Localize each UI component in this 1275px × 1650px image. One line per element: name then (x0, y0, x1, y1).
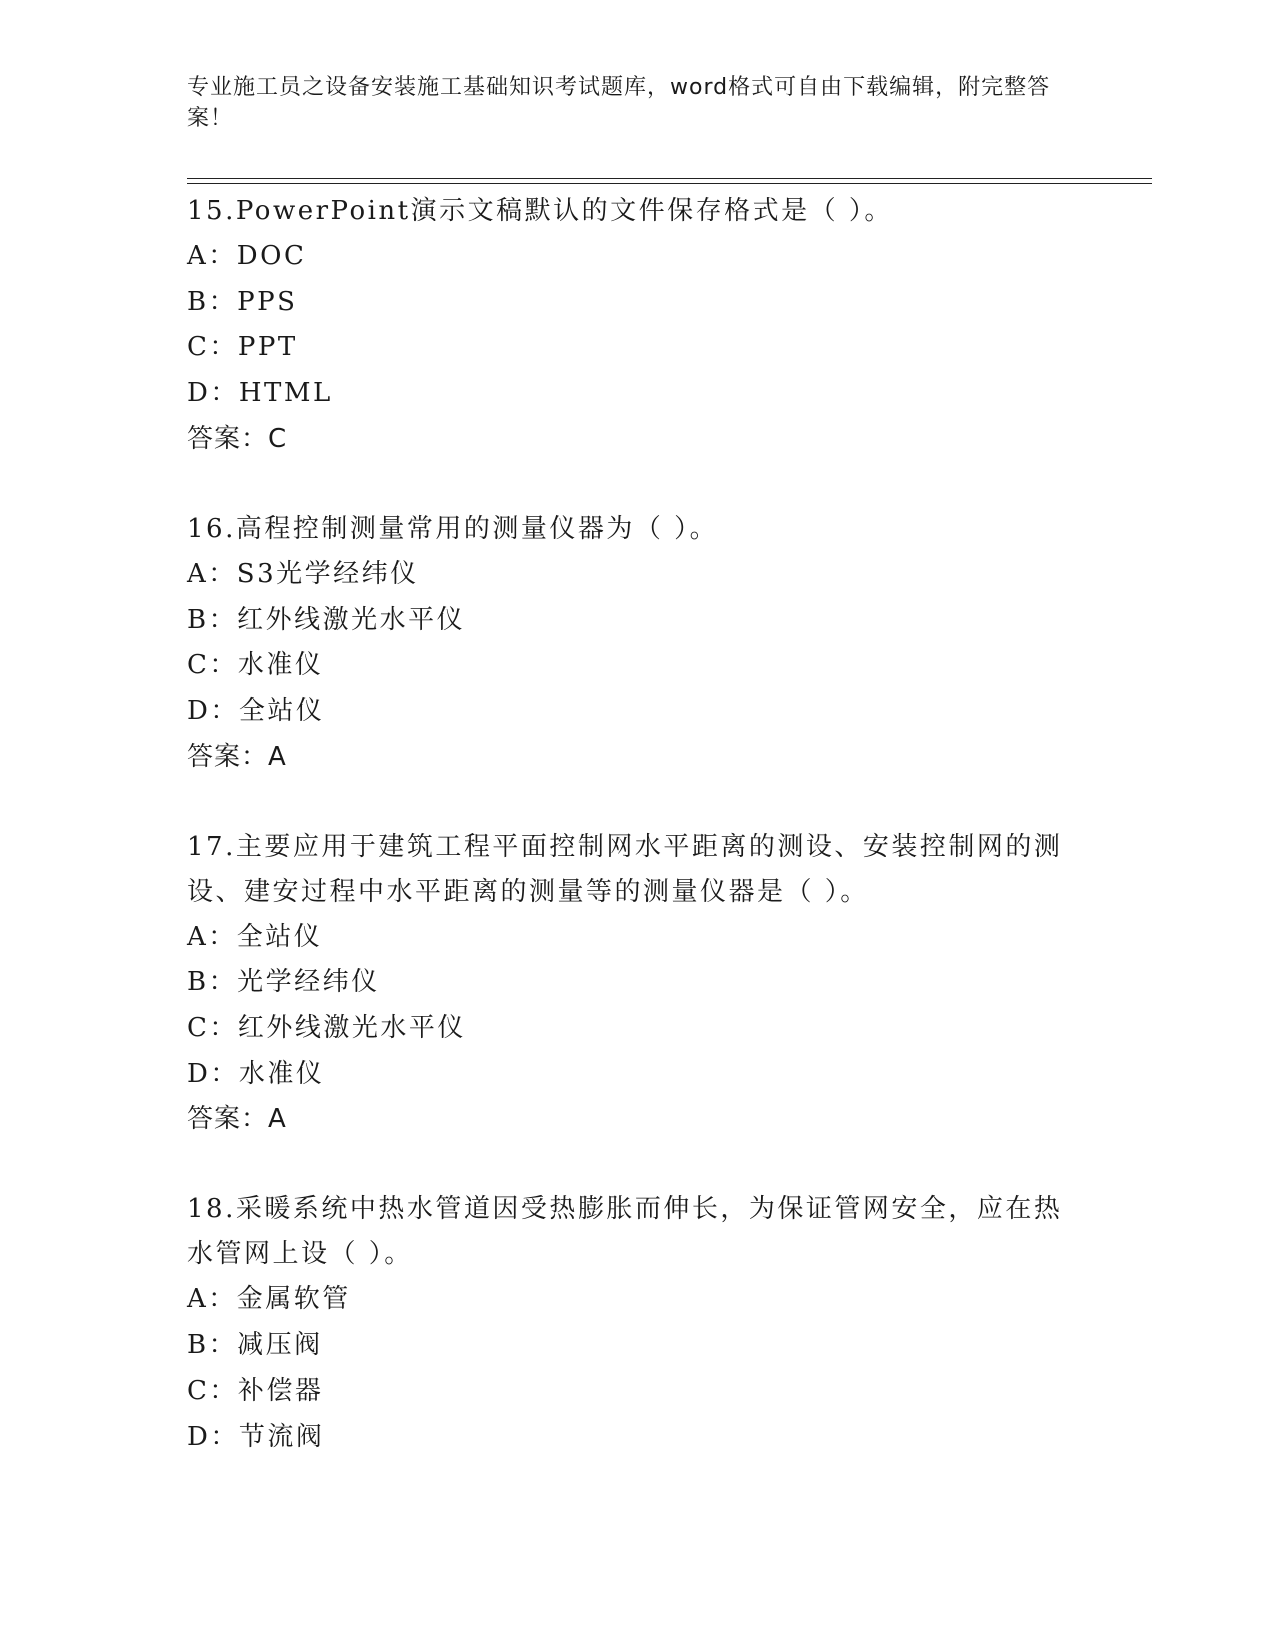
option-text: 全站仪 (238, 695, 325, 726)
answer-line: 答案：A (187, 741, 287, 772)
option-text: 全站仪 (236, 921, 323, 952)
question-stem (187, 825, 1087, 915)
option-text: 金属软管 (236, 1284, 351, 1315)
option-c (187, 325, 1087, 371)
question-stem (187, 507, 1087, 552)
question-text: 采暖系统中热水管道因受热膨胀而伸长，为保证管网安全，应在热水管网上设（ ）。 (187, 1194, 1063, 1270)
option-text: 红外线激光水平仪 (237, 604, 466, 635)
option-d (187, 1052, 1087, 1098)
answer-line: 答案：A (187, 1104, 287, 1135)
option-text: 水准仪 (238, 1058, 325, 1089)
option-text: 红外线激光水平仪 (237, 1013, 466, 1044)
option-b (187, 1323, 1087, 1369)
option-a (187, 915, 1087, 961)
question-number: 15. (187, 196, 236, 226)
option-a (187, 552, 1087, 598)
option-text: HTML (238, 378, 333, 409)
option-text: PPS (237, 286, 298, 317)
option-d (187, 689, 1087, 735)
option-b (187, 598, 1087, 644)
option-label: D： (187, 1421, 239, 1452)
question-17 (187, 825, 1087, 1143)
option-label: A： (187, 921, 237, 952)
option-b (187, 960, 1087, 1006)
option-d (187, 371, 1087, 417)
document-header: 专业施工员之设备安装施工基础知识考试题库，word格式可自由下载编辑，附完整答案！ (187, 75, 1051, 131)
option-label: B： (187, 286, 238, 317)
question-15 (187, 189, 1087, 462)
spacer (187, 780, 1087, 825)
question-number: 16. (187, 513, 236, 544)
option-c (187, 643, 1087, 689)
option-label: B： (187, 967, 238, 998)
question-18 (187, 1187, 1087, 1460)
option-label: A： (187, 1284, 237, 1315)
option-text: 光学经纬仪 (237, 967, 380, 998)
spacer (187, 1142, 1087, 1187)
option-label: B： (187, 1330, 238, 1361)
option-label: C： (187, 650, 238, 681)
option-b (187, 280, 1087, 326)
option-text: 水准仪 (237, 650, 324, 681)
option-label: C： (187, 1375, 238, 1406)
question-number: 18. (187, 1194, 236, 1225)
option-text: 减压阀 (237, 1330, 323, 1361)
option-label: C： (187, 332, 238, 363)
answer-line: 答案：C (187, 423, 288, 454)
option-a (187, 234, 1087, 280)
option-label: A： (187, 241, 237, 271)
option-text: 补偿器 (237, 1375, 324, 1406)
question-stem (187, 189, 1087, 234)
option-text: PPT (237, 332, 298, 363)
question-number: 17. (187, 831, 236, 862)
option-label: D： (187, 695, 239, 726)
option-c (187, 1006, 1087, 1052)
option-a (187, 1277, 1087, 1323)
question-text: 主要应用于建筑工程平面控制网水平距离的测设、安装控制网的测设、建安过程中水平距离的测量等的测量仪器是（ ）。 (187, 831, 1063, 907)
option-text: 节流阀 (238, 1421, 325, 1452)
option-label: C： (187, 1013, 238, 1044)
header-divider-top (187, 178, 1152, 179)
question-text: PowerPoint演示文稿默认的文件保存格式是（ ）。 (235, 196, 893, 226)
option-text: S3光学经纬仪 (236, 558, 419, 589)
option-text: DOC (236, 241, 307, 271)
option-label: B： (187, 604, 238, 635)
question-list (187, 189, 1087, 1460)
option-label: D： (187, 1058, 239, 1089)
option-label: D： (187, 378, 239, 409)
spacer (187, 462, 1087, 507)
header-divider-bottom (187, 183, 1152, 184)
question-text: 高程控制测量常用的测量仪器为（ ）。 (235, 513, 719, 544)
option-d (187, 1415, 1087, 1461)
option-label: A： (187, 558, 237, 589)
question-16 (187, 507, 1087, 780)
option-c (187, 1369, 1087, 1415)
question-stem (187, 1187, 1087, 1277)
